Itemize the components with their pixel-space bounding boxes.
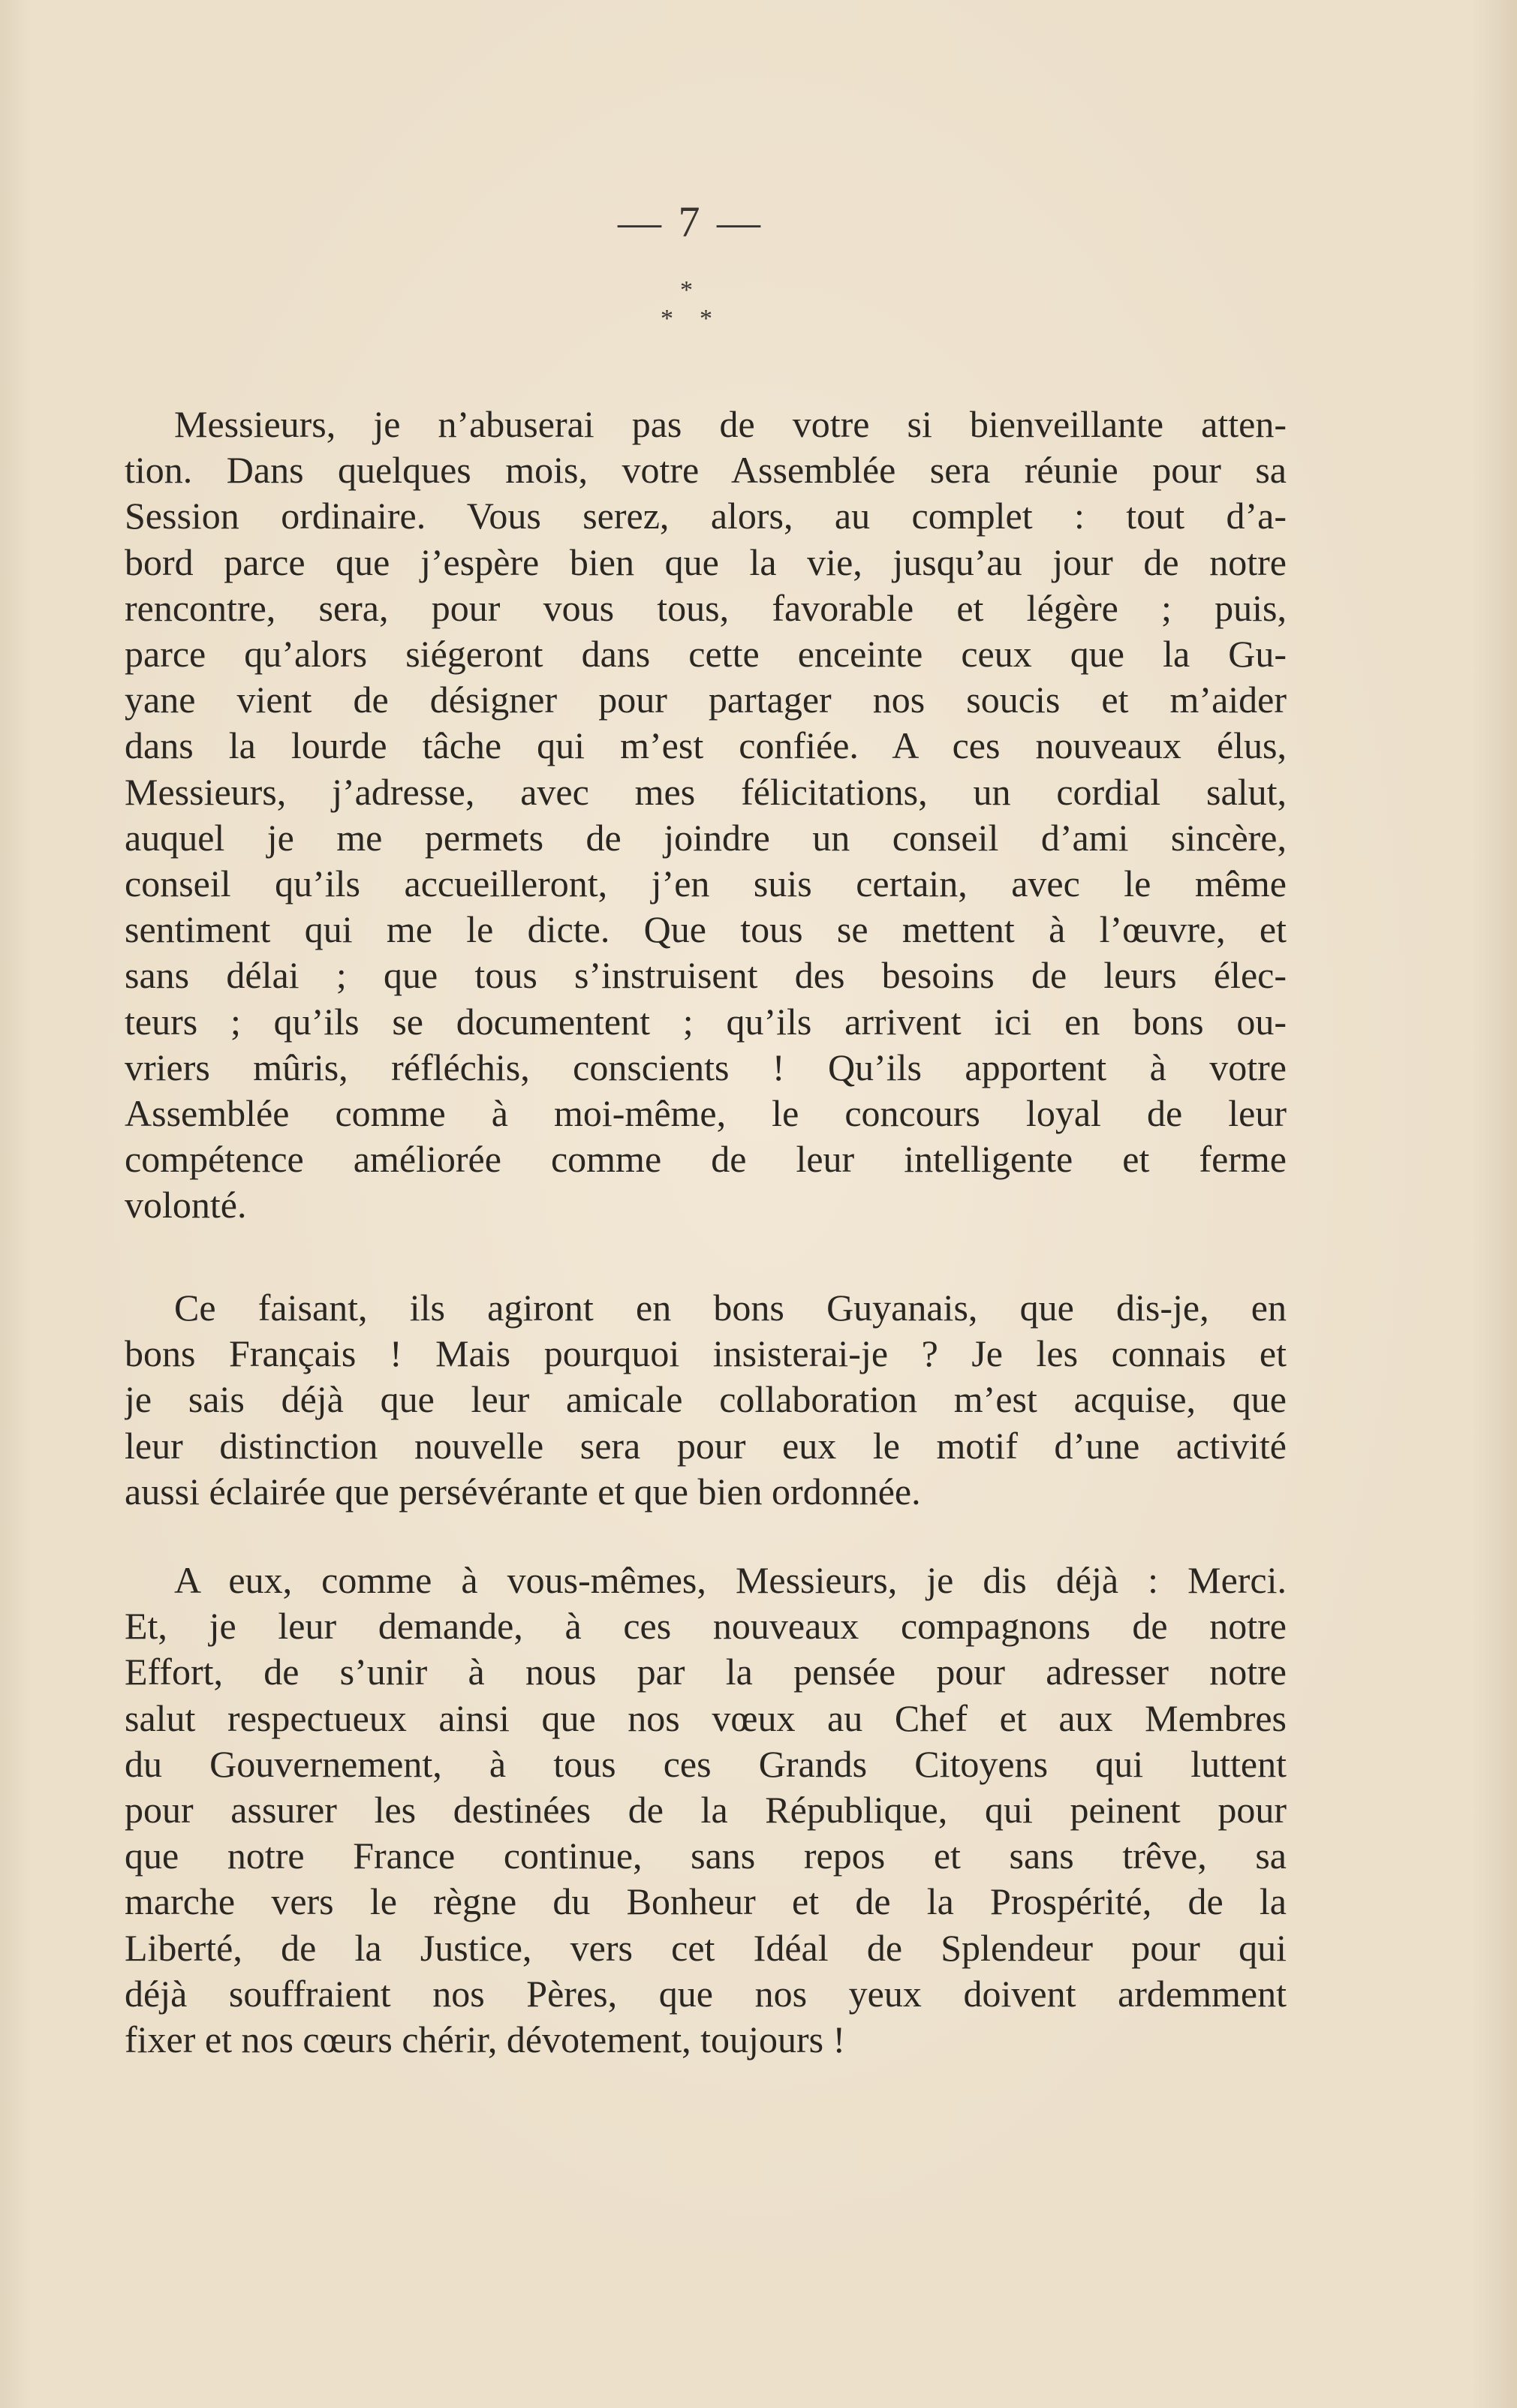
text-line: leur distinction nouvelle sera pour eux le motif d’une activité <box>125 1424 1287 1467</box>
text-line: volonté. <box>125 1184 247 1227</box>
text-line: déjà souffraient nos Pères, que nos yeux doivent ardemment <box>125 1972 1287 2015</box>
text-line: sentiment qui me le dicte. Que tous se mettent à l’œuvre, et <box>125 908 1287 951</box>
text-line: Ce faisant, ils agiront en bons Guyanais, que dis-je, en <box>174 1287 1287 1329</box>
text-line: pour assurer les destinées de la République, qui peinent pour <box>125 1789 1287 1832</box>
text-line: aussi éclairée que persévérante et que bien ordonnée. <box>125 1470 921 1513</box>
page-number: — 7 — <box>618 197 763 246</box>
paragraph-1 <box>125 402 1287 1229</box>
text-line: Messieurs, j’adresse, avec mes félicitations, un cordial salut, <box>125 770 1287 813</box>
text-line: que notre France continue, sans repos et sans trêve, sa <box>125 1835 1287 1877</box>
text-line: Assemblée comme à moi-même, le concours loyal de leur <box>125 1092 1287 1135</box>
text-line: vriers mûris, réfléchis, conscients ! Qu’ils apportent à votre <box>125 1046 1287 1088</box>
text-line: teurs ; qu’ils se documentent ; qu’ils arrivent ici en bons ou- <box>125 1000 1287 1043</box>
text-line: rencontre, sera, pour vous tous, favorable et légère ; puis, <box>125 586 1287 629</box>
text-line: bord parce que j’espère bien que la vie, jusqu’au jour de notre <box>125 540 1287 583</box>
asterism-star: * <box>700 305 712 333</box>
text-line: fixer et nos cœurs chérir, dévotement, toujours ! <box>125 2018 846 2061</box>
text-line: bons Français ! Mais pourquoi insisterai-je ? Je les connais et <box>125 1332 1287 1375</box>
text-line: salut respectueux ainsi que nos vœux au Chef et aux Membres <box>125 1696 1287 1739</box>
asterism-separator <box>623 276 758 351</box>
text-line: yane vient de désigner pour partager nos soucis et m’aider <box>125 679 1287 721</box>
text-line: parce qu’alors siégeront dans cette enceinte ceux que la Gu- <box>125 633 1287 676</box>
text-line: Et, je leur demande, à ces nouveaux compagnons de notre <box>125 1605 1287 1648</box>
text-line: je sais déjà que leur amicale collaboration m’est acquise, que <box>125 1378 1287 1421</box>
text-line: conseil qu’ils accueilleront, j’en suis certain, avec le même <box>125 862 1287 905</box>
text-line: Effort, de s’unir à nous par la pensée pour adresser notre <box>125 1651 1287 1693</box>
text-line: Liberté, de la Justice, vers cet Idéal de Splendeur pour qui <box>125 1926 1287 1969</box>
asterism-star: * <box>680 276 693 304</box>
text-line: dans la lourde tâche qui m’est confiée. A ces nouveaux élus, <box>125 724 1287 767</box>
paragraph-2 <box>125 1285 1287 1515</box>
text-line: auquel je me permets de joindre un conseil d’ami sincère, <box>125 816 1287 859</box>
text-line: Messieurs, je n’abuserai pas de votre si bienveillante atten- <box>174 403 1287 445</box>
text-line: compétence améliorée comme de leur intelligente et ferme <box>125 1138 1287 1181</box>
paragraph-3 <box>125 1558 1287 2063</box>
text-line: sans délai ; que tous s’instruisent des besoins de leurs élec- <box>125 954 1287 997</box>
text-line: Session ordinaire. Vous serez, alors, au complet : tout d’a- <box>125 495 1287 537</box>
text-line: A eux, comme à vous-mêmes, Messieurs, je dis déjà : Merci. <box>174 1559 1287 1601</box>
text-line: du Gouvernement, à tous ces Grands Citoyens qui luttent <box>125 1742 1287 1785</box>
text-line: tion. Dans quelques mois, votre Assemblée sera réunie pour sa <box>125 449 1287 492</box>
asterism-star: * <box>661 305 673 333</box>
text-line: marche vers le règne du Bonheur et de la Prospérité, de la <box>125 1880 1287 1923</box>
